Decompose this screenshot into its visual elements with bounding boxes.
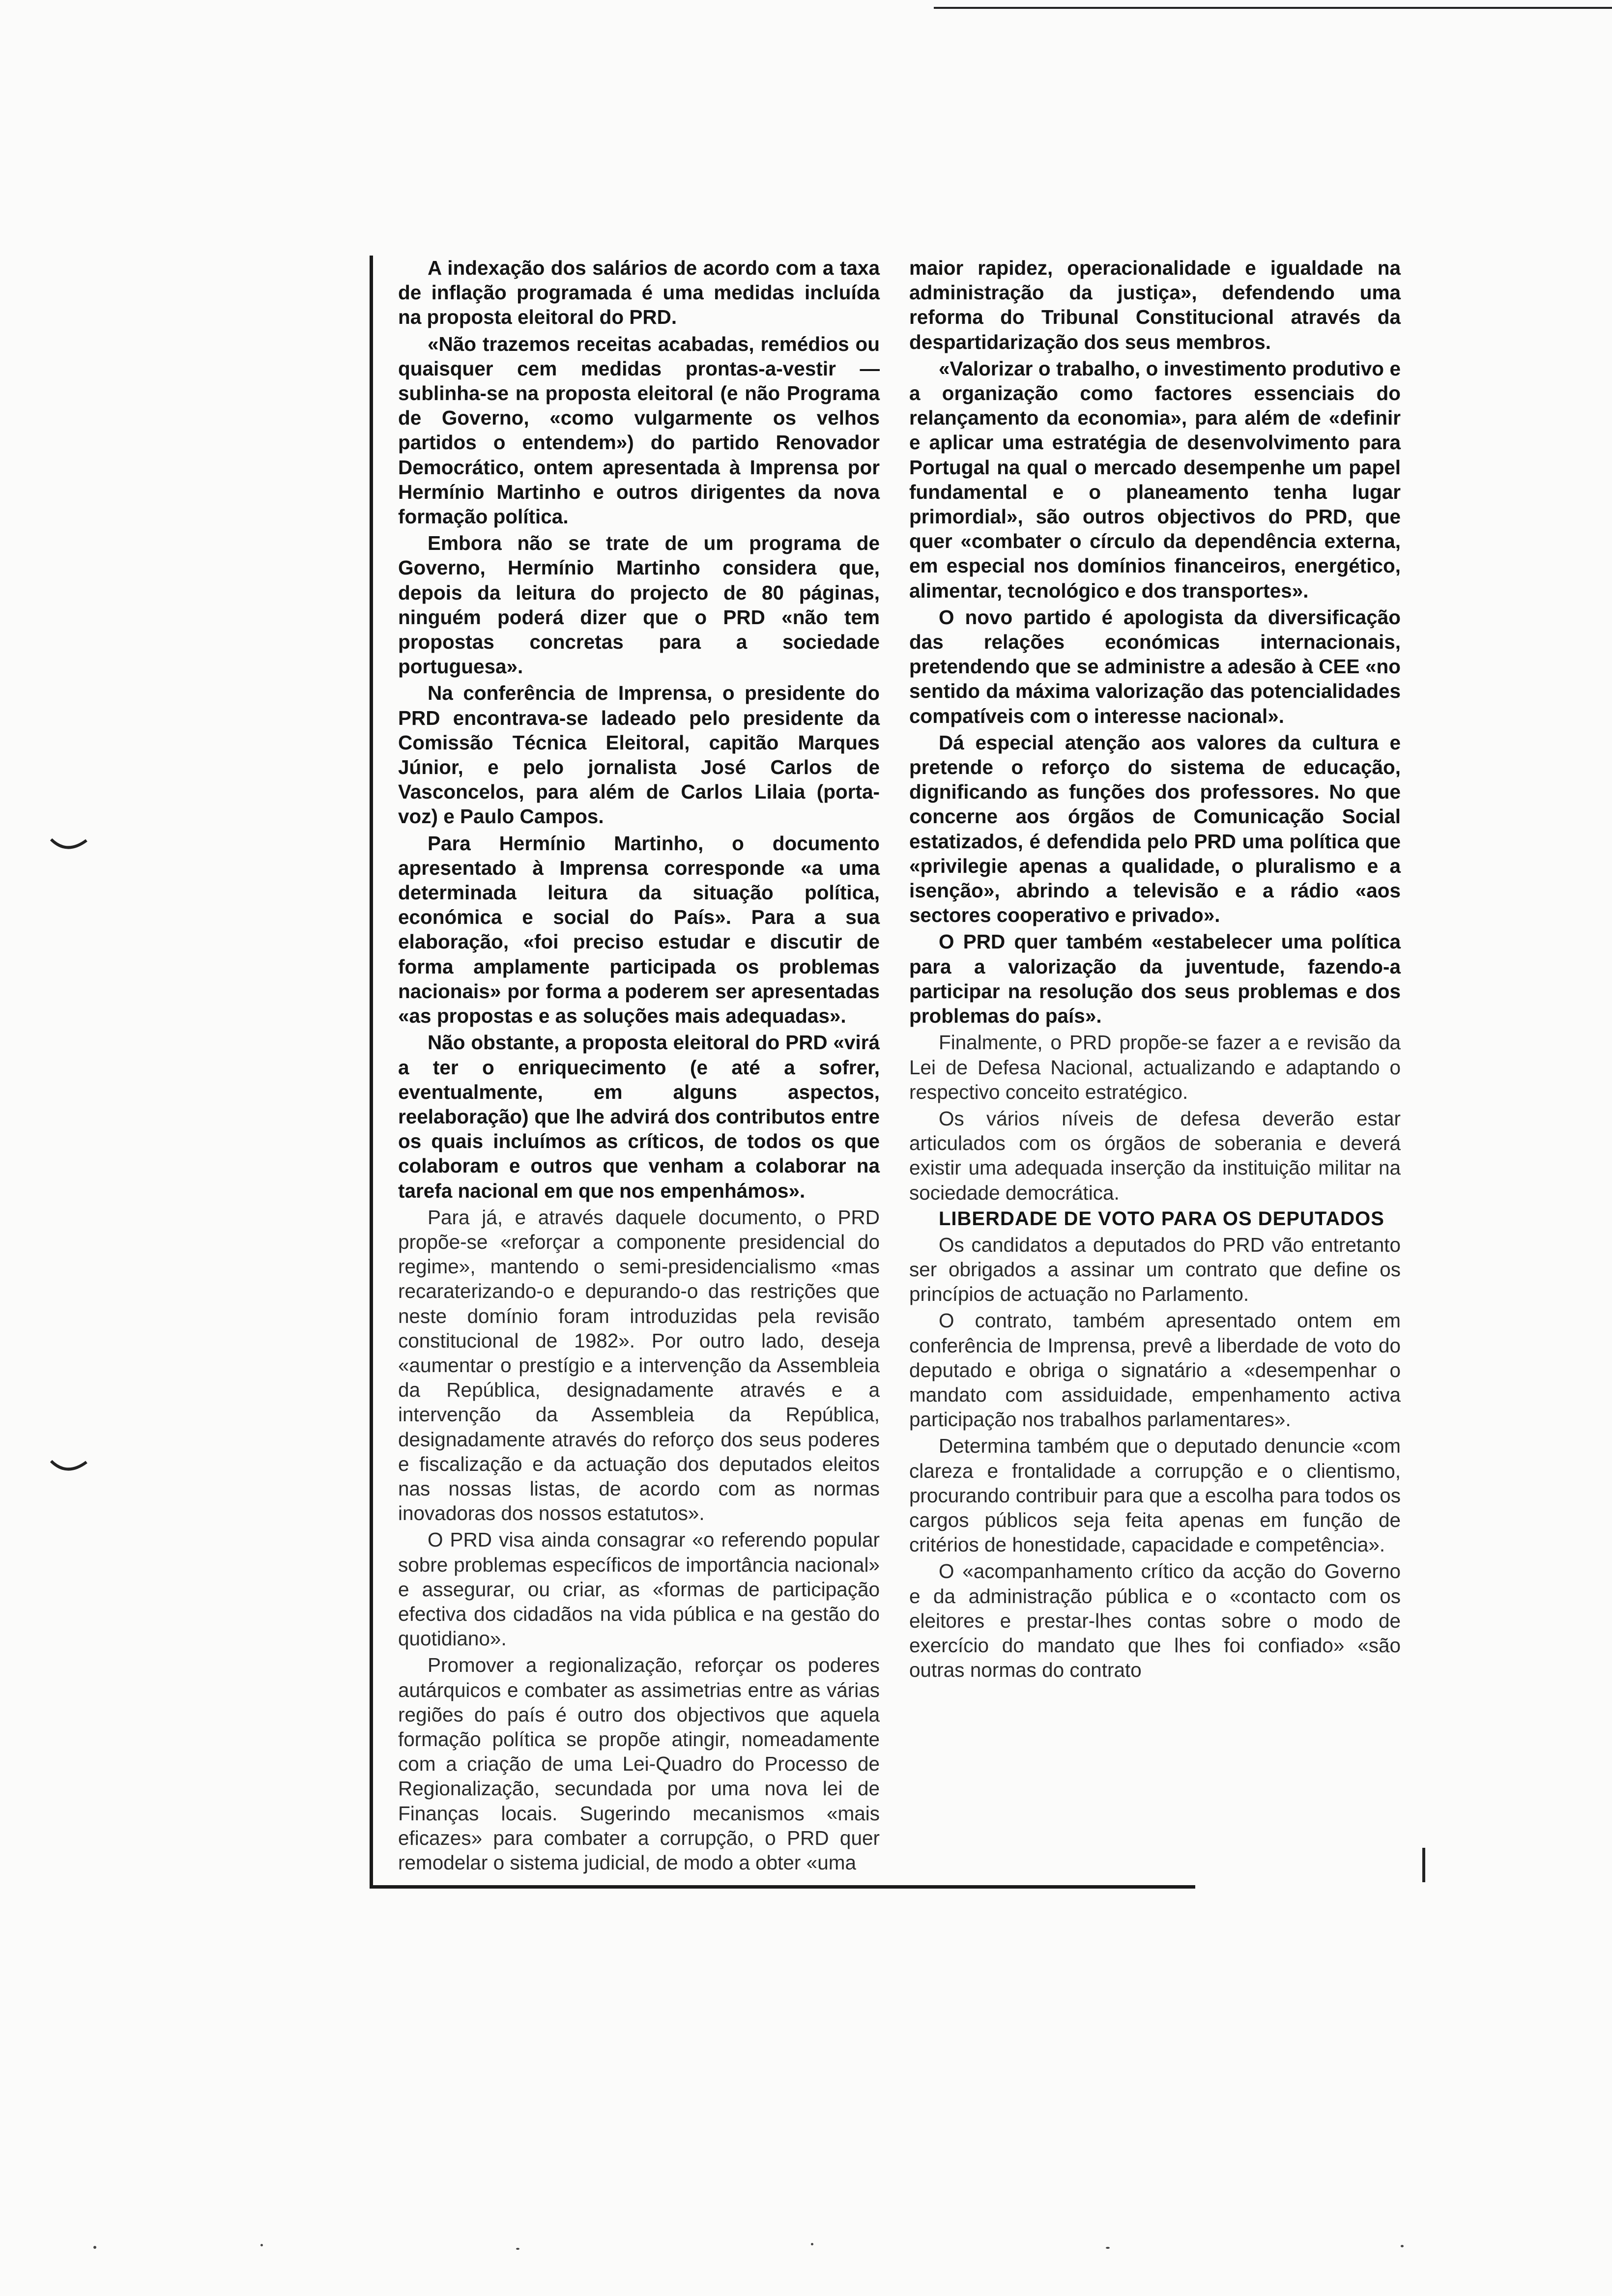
section-subheading: LIBERDADE DE VOTO PARA OS DEPUTADOS bbox=[939, 1207, 1384, 1230]
article-left-column bbox=[398, 256, 880, 1877]
paragraph: Dá especial atenção aos valores da cultura e pretende o reforço do sistema de educação, dignificando as funções dos professores. No que concerne aos órgãos de Comunicação Social estatizados, é defendida pelo PRD uma política que «privilegie apenas a qualidade, o pluralismo e a isenção», abrindo a televisão e a rádio «aos sectores cooperativo e privado». bbox=[909, 731, 1401, 927]
paragraph: O novo partido é apologista da diversificação das relações económicas internacionais, pretendendo que se administre a adesão à CEE «no sentido da máxima valorização das potencialidades compatíveis com o interesse nacional». bbox=[909, 605, 1401, 727]
paragraph: O PRD quer também «estabelecer uma política para a valorização da juventude, fazendo-a participar na resolução dos seus problemas e dos problemas do país». bbox=[909, 930, 1401, 1028]
clipping-left-edge bbox=[370, 256, 373, 1887]
paragraph: «Valorizar o trabalho, o investimento produtivo e a organização como factores essenciais do relançamento da economia», para além de «definir e aplicar uma estratégia de desenvolvimento para Portugal na qual o mercado desempenhe um papel fundamental e o planeamento tenha lugar primordial», são outros objectivos do PRD, que quer «combater o círculo da dependência externa, em especial nos domínios financeiros, energético, alimentar, tecnológico e dos transportes». bbox=[909, 357, 1401, 602]
paragraph: O contrato, também apresentado ontem em conferência de Imprensa, prevê a liberdade de voto do deputado e obriga o signatário a «desempenhar o mandato com assiduidade, empenhamento activa participação nos trabalhos parlamentares». bbox=[909, 1309, 1401, 1431]
paragraph: «Não trazemos receitas acabadas, remédios ou quaisquer cem medidas prontas-a-vestir — sublinha-se na proposta eleitoral (e não Programa de Governo, «como vulgarmente os velhos partidos o entendem») do partido Renovador Democrático, ontem apresentada à Imprensa por Hermínio Martinho e outros dirigentes da nova formação política. bbox=[398, 332, 880, 528]
paragraph: Determina também que o deputado denuncie «com clareza e frontalidade a corrupção e o clientismo, procurando contribuir para que a escolha para todos os cargos públicos seja feita apenas em função de critérios de honestidade, capacidade e competência». bbox=[909, 1435, 1401, 1556]
paragraph: A indexação dos salários de acordo com a taxa de inflação programada é uma medidas incluída na proposta eleitoral do PRD. bbox=[398, 257, 880, 329]
clipping-bottom-edge bbox=[370, 1885, 1195, 1889]
paragraph: Na conferência de Imprensa, o presidente do PRD encontrava-se ladeado pelo presidente da Comissão Técnica Eleitoral, capitão Marques Júnior, e pelo jornalista José Carlos de Vasconcelos, para além de Carlos Lilaia (porta-voz) e Paulo Campos. bbox=[398, 682, 880, 828]
paragraph: O «acompanhamento crítico da acção do Governo e da administração pública e o «contacto com os eleitores e prestar-lhes contas sobre o modo de exercício do mandato que lhes foi confiado» «são outras normas do contrato bbox=[909, 1560, 1401, 1682]
newspaper-clipping bbox=[370, 256, 1425, 1936]
paragraph: Promover a regionalização, reforçar os poderes autárquicos e combater as assimetrias entre as várias regiões do país é outro dos objectivos que aquela formação política se propõe atingir, nomeadamente com a criação de uma Lei-Quadro do Processo de Regionalização, secundada por uma nova lei de Finanças locais. Sugerindo mecanismos «mais eficazes» para combater a corrupção, o PRD quer remodelar o sistema judicial, de modo a obter «uma bbox=[398, 1654, 880, 1874]
paragraph: O PRD visa ainda consagrar «o referendo popular sobre problemas específicos de importância nacional» e assegurar, ou criar, as «formas de participação efectiva dos cidadãos na vida pública e na gestão do quotidiano». bbox=[398, 1528, 880, 1650]
paragraph: Não obstante, a proposta eleitoral do PRD «virá a ter o enriquecimento (e até a sofrer, eventualmente, em alguns aspectos, reelaboração) que lhe advirá dos contributos entre os quais incluímos as críticos, de todos os que colaboram e outros que venham a colaborar na tarefa nacional em que nos empenhámos». bbox=[398, 1031, 880, 1202]
scan-noise bbox=[74, 2241, 1548, 2261]
staple-mark-icon bbox=[49, 835, 88, 858]
clipping-right-edge bbox=[1422, 1848, 1425, 1882]
paragraph: Para Hermínio Martinho, o documento apresentado à Imprensa corresponde «a uma determinada leitura da situação política, económica e social do País». Para a sua elaboração, «foi preciso estudar e discutir de forma amplamente participada os problemas nacionais» por forma a poderem ser apresentadas «as propostas e as soluções mais adequadas». bbox=[398, 832, 880, 1028]
staple-mark-icon bbox=[49, 1457, 88, 1480]
paragraph: Finalmente, o PRD propõe-se fazer a e revisão da Lei de Defesa Nacional, actualizando e adaptando o respectivo conceito estratégico. bbox=[909, 1031, 1401, 1103]
article-right-column bbox=[909, 256, 1401, 1684]
paragraph: Os candidatos a deputados do PRD vão entretanto ser obrigados a assinar um contrato que define os princípios de actuação no Parlamento. bbox=[909, 1233, 1401, 1306]
paragraph: Embora não se trate de um programa de Governo, Hermínio Martinho considera que, depois da leitura do projecto de 80 páginas, ninguém poderá dizer que o PRD «não tem propostas concretas para a sociedade portuguesa». bbox=[398, 532, 880, 678]
paragraph: Os vários níveis de defesa deverão estar articulados com os órgãos de soberania e deverá existir uma adequada inserção da instituição militar na sociedade democrática. bbox=[909, 1107, 1401, 1204]
scan-top-edge-line bbox=[934, 7, 1612, 9]
paragraph: Para já, e através daquele documento, o PRD propõe-se «reforçar a componente presidencial do regime», mantendo o semi-presidencialismo «mas recaraterizando-o e depurando-o das restrições que neste domínio foram introduzidas pela revisão constitucional de 1982». Por outro lado, deseja «aumentar o prestígio e a intervenção da Assembleia da República, designadamente através e a intervenção da Assembleia da República, designadamente através do reforço dos seus poderes e fiscalização e da actuação dos deputados eleitos nas nossas listas, de acordo com as normas inovadoras dos nossos estatutos». bbox=[398, 1205, 880, 1525]
paragraph: maior rapidez, operacionalidade e igualdade na administração da justiça», defendendo uma reforma do Tribunal Constitucional através da despartidarização dos seus membros. bbox=[909, 257, 1401, 353]
